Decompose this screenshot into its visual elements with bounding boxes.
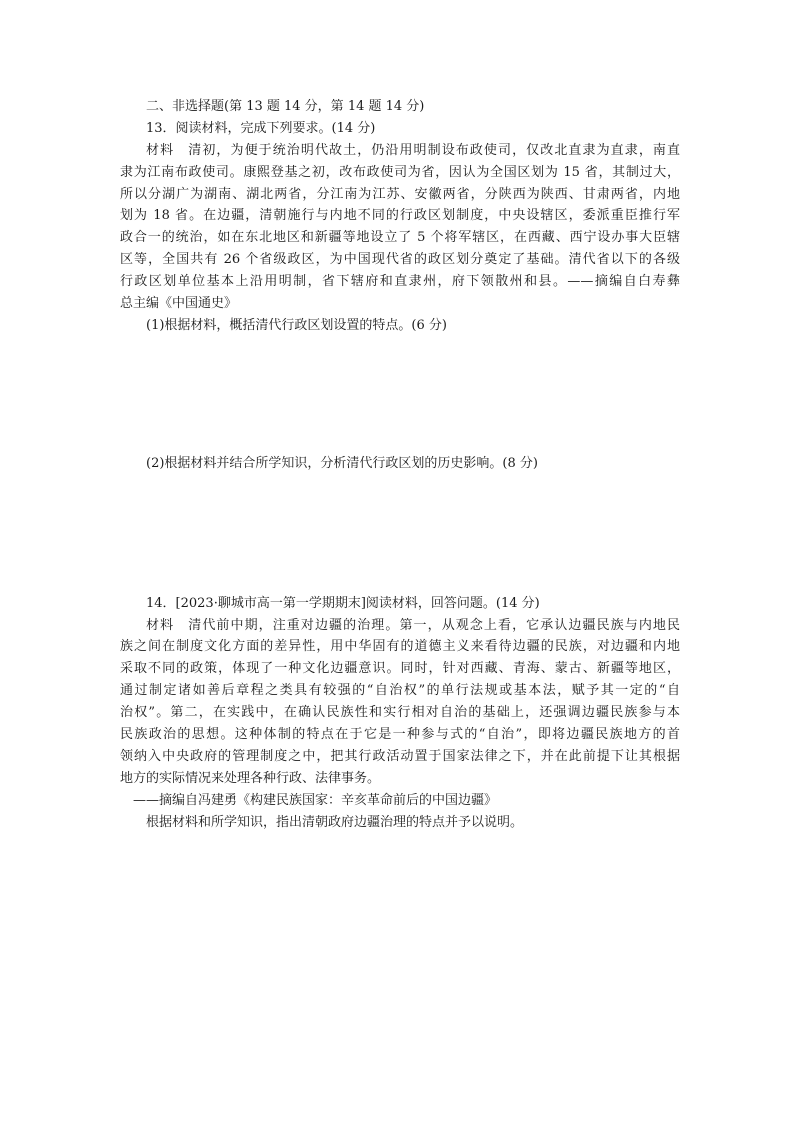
q13-sub1: (1)根据材料，概括清代行政区划设置的特点。(6 分) <box>146 317 447 333</box>
q13-material <box>120 140 680 315</box>
q14-source: ——摘编自冯建勇《构建民族国家：辛亥革命前后的中国边疆》 <box>133 792 498 808</box>
q14-material-line: 地方的实际情况来处理各种行政、法律事务。 <box>120 770 381 786</box>
answer-space-q13-1 <box>120 337 680 453</box>
q13-material-line: 材料 清初，为便于统治明代故土，仍沿用明制设布政使司，仅改北直隶为直隶，南直 <box>146 142 680 158</box>
q13-material-line: 所以分湖广为湖南、湖北两省，分江南为江苏、安徽两省，分陕西为陕西、甘肃两省，内地 <box>120 186 680 202</box>
q14-material-line: 族之间在制度文化方面的差异性，用中华固有的道德主义来看待边疆的民族，对边疆和内地 <box>120 639 680 655</box>
q14-title: 14．[2023·聊城市高一第一学期期末]阅读材料，回答问题。(14 分) <box>146 595 540 611</box>
q13-material-line: 区等，全国共有 26 个省级政区，为中国现代省的政区划分奠定了基础。清代省以下的各级 <box>120 252 680 268</box>
q13-material-line: 隶为江南布政使司。康熙登基之初，改布政使司为省，因认为全国区划为 15 省，其制过大， <box>120 164 680 180</box>
q14-material-line: 采取不同的政策，体现了一种文化边疆意识。同时，针对西藏、青海、蒙古、新疆等地区， <box>120 661 680 677</box>
document-page <box>120 96 680 833</box>
q14-material-line: 治权”。第二，在实践中，在确认民族性和实行相对自治的基础上，还强调边疆民族参与本 <box>120 705 680 721</box>
q13-material-line: 行政区划单位基本上沿用明制，省下辖府和直隶州，府下领散州和县。——摘编自白寿彝 <box>120 274 680 290</box>
q13-material-line: 政合一的统治，如在东北地区和新疆等地设立了 5 个将军辖区，在西藏、西宁设办事大臣辖 <box>120 230 680 246</box>
q13-title: 13．阅读材料，完成下列要求。(14 分) <box>146 120 376 136</box>
answer-space-q13-2 <box>120 475 680 593</box>
q13-sub2: (2)根据材料并结合所学知识，分析清代行政区划的历史影响。(8 分) <box>146 455 538 471</box>
q14-material-line: 通过制定诸如善后章程之类具有较强的“自治权”的单行法规或基本法，赋予其一定的“自 <box>120 683 680 699</box>
q14-material-line: 领纳入中央政府的管理制度之中，把其行政活动置于国家法律之下，并在此前提下让其根据 <box>120 748 680 764</box>
q14-material <box>120 615 680 790</box>
q13-material-line: 划为 18 省。在边疆，清朝施行与内地不同的行政区划制度，中央设辖区，委派重臣推行军 <box>120 208 680 224</box>
q14-material-line: 材料 清代前中期，注重对边疆的治理。第一，从观念上看，它承认边疆民族与内地民 <box>146 617 680 633</box>
q13-material-line: 总主编《中国通史》 <box>120 296 238 312</box>
q14-question: 根据材料和所学知识，指出清朝政府边疆治理的特点并予以说明。 <box>146 814 524 830</box>
q14-material-line: 民族政治的思想。这种体制的特点在于它是一种参与式的“自治”，即将边疆民族地方的首 <box>120 727 680 743</box>
section-heading: 二、非选择题(第 13 题 14 分，第 14 题 14 分) <box>146 99 425 114</box>
